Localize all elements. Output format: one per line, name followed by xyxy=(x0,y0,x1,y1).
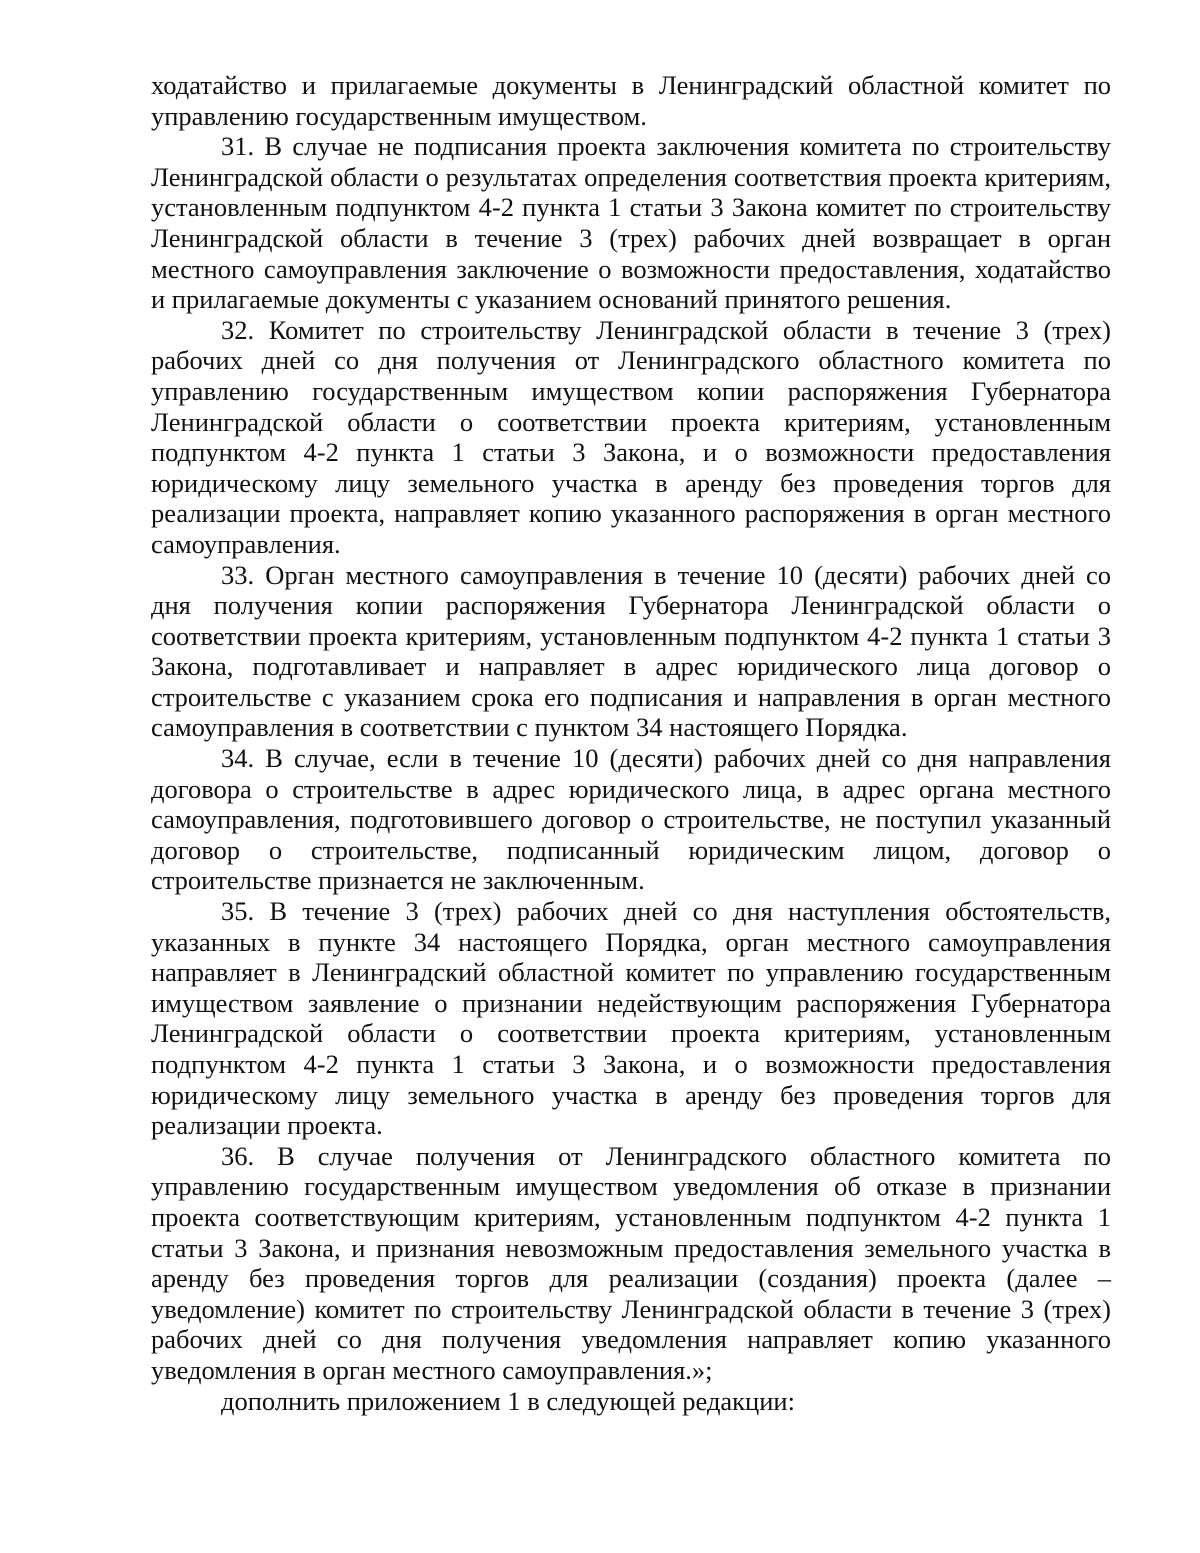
paragraph-34: 34. В случае, если в течение 10 (десяти) рабочих дней со дня направления договора о строительстве в адрес юридического лица, в адрес органа местного самоуправления, подготовившего договор о строительстве, не поступил указанный договор о строительстве, подписанный юридическим лицом, договор о строительстве признается не заключенным. xyxy=(151,743,1111,896)
paragraph-32: 32. Комитет по строительству Ленинградской области в течение 3 (трех) рабочих дней со дня получения от Ленинградского областного комитета по управлению государственным имуществом копии распоряжения Губернатора Ленинградской области о соответствии проекта критериям, установленным подпунктом 4-2 пункта 1 статьи 3 Закона, и о возможности предоставления юридическому лицу земельного участка в аренду без проведения торгов для реализации проекта, направляет копию указанного распоряжения в орган местного самоуправления. xyxy=(151,314,1111,559)
paragraph-35: 35. В течение 3 (трех) рабочих дней со дня наступления обстоятельств, указанных в пункте 34 настоящего Порядка, орган местного самоуправления направляет в Ленинградский областной комитет по управлению государственным имуществом заявление о признании недействующим распоряжения Губернатора Ленинградской области о соответствии проекта критериям, установленным подпунктом 4-2 пункта 1 статьи 3 Закона, и о возможности предоставления юридическому лицу земельного участка в аренду без проведения торгов для реализации проекта. xyxy=(151,896,1111,1141)
paragraph-33: 33. Орган местного самоуправления в течение 10 (десяти) рабочих дней со дня получения копии распоряжения Губернатора Ленинградской области о соответствии проекта критериям, установленным подпунктом 4-2 пункта 1 статьи 3 Закона, подготавливает и направляет в адрес юридического лица договор о строительстве с указанием срока его подписания и направления в орган местного самоуправления в соответствии с пунктом 34 настоящего Порядка. xyxy=(151,559,1111,743)
paragraph-amendment: дополнить приложением 1 в следующей редакции: xyxy=(221,1385,795,1416)
document-body xyxy=(151,70,1111,1416)
paragraph-31: 31. В случае не подписания проекта заключения комитета по строительству Ленинградской области о результатах определения соответствия проекта критериям, установленным подпунктом 4-2 пункта 1 статьи 3 Закона комитет по строительству Ленинградской области в течение 3 (трех) рабочих дней возвращает в орган местного самоуправления заключение о возможности предоставления, ходатайство и прилагаемые документы с указанием оснований принятого решения. xyxy=(151,131,1111,315)
paragraph-continuation: ходатайство и прилагаемые документы в Ленинградский областной комитет по управлению государственным имуществом. xyxy=(151,70,1111,131)
paragraph-36: 36. В случае получения от Ленинградского областного комитета по управлению государственным имуществом уведомления об отказе в признании проекта соответствующим критериям, установленным подпунктом 4-2 пункта 1 статьи 3 Закона, и признания невозможным предоставления земельного участка в аренду без проведения торгов для реализации (создания) проекта (далее – уведомление) комитет по строительству Ленинградской области в течение 3 (трех) рабочих дней со дня получения уведомления направляет копию указанного уведомления в орган местного самоуправления.»; xyxy=(151,1140,1111,1385)
